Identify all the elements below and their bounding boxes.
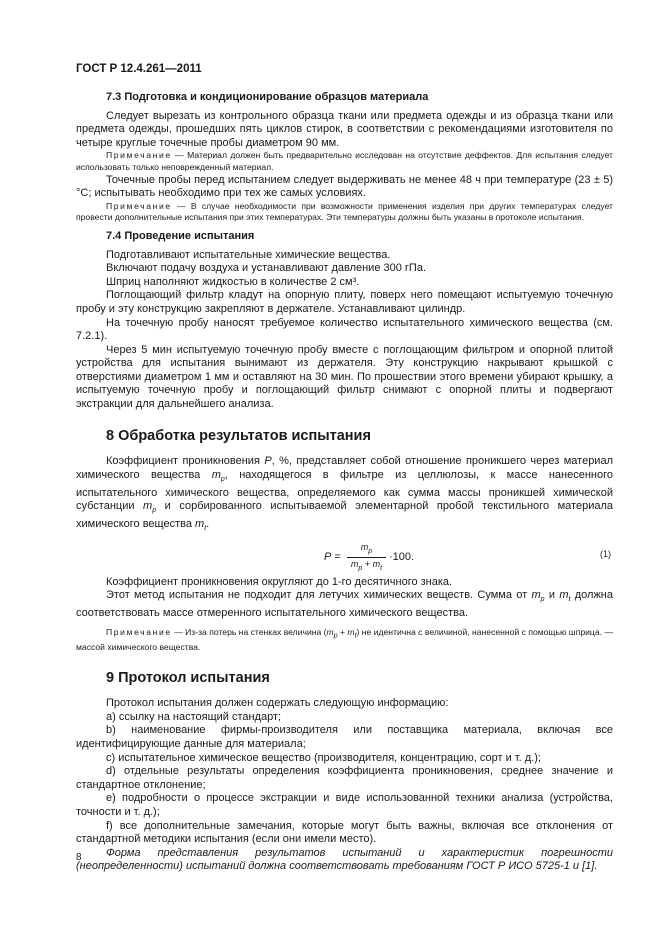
- subscript: t: [204, 525, 207, 533]
- list-item: а) ссылку на настоящий стандарт;: [106, 710, 282, 723]
- paragraph: Следует вырезать из контрольного образца ткани или предмета одежды и из образца ткани или предмета одежды, прошедших пять циклов стирок, в соответствии с рекомендациями изготовителя по четыре круглые точечные пробы диаметром 90 мм.: [76, 109, 613, 149]
- paragraph: Коэффициент проникновения округляют до 1-го десятичного знака.: [106, 575, 453, 588]
- note: [76, 627, 613, 654]
- paragraph: Протокол испытания должен содержать следующую информацию:: [106, 697, 449, 710]
- formula-1: [76, 540, 613, 570]
- list-item: d) отдельные результаты определения коэффициента проникновения, среднее значение и стандартное отклонение;: [76, 765, 613, 791]
- paragraph: На точечную пробу наносят требуемое количество испытательного химического вещества (см. 7.2.1).: [76, 316, 613, 343]
- formula-multiplier: ·100.: [389, 550, 415, 563]
- subscript: p: [368, 547, 373, 555]
- subscript: t: [354, 632, 357, 640]
- symbol: m: [350, 558, 359, 569]
- operator: +: [337, 626, 348, 637]
- symbol: P: [264, 455, 272, 468]
- section-7-3-title: 7.3 Подготовка и кондиционирование образцов материала: [106, 91, 429, 103]
- text: Этот метод испытания не подходит для летучих химических веществ. Сумма от: [106, 589, 532, 602]
- subscript: p: [220, 476, 225, 484]
- text: Коэффициент проникновения: [106, 455, 265, 468]
- paragraph: Шприц наполняют жидкостью в количестве 2 см³.: [106, 275, 360, 288]
- symbol: m: [372, 558, 381, 569]
- formula-eq: =: [331, 550, 344, 563]
- operator: +: [362, 558, 373, 569]
- paragraph: [76, 455, 613, 536]
- subscript: p: [540, 596, 545, 604]
- note-label: Примечание: [106, 150, 172, 161]
- section-8-title: 8 Обработка результатов испытания: [106, 427, 371, 444]
- note-text: — Из-за потерь на стенках величина (: [171, 626, 327, 637]
- subscript: p: [358, 564, 363, 572]
- text: и сорбированного испытываемой элементарной пробой текстильного материала химического вещества: [76, 500, 613, 530]
- page-number: 8: [76, 852, 82, 863]
- paragraph: Подготавливают испытательные химические вещества.: [106, 248, 391, 261]
- symbol: m: [195, 518, 205, 530]
- note-text: — Материал должен быть предварительно исследован на отсутствие деффектов. Для испытания следует использовать только неповрежденный материал.: [76, 150, 613, 172]
- paragraph: [76, 589, 613, 620]
- paragraph: Включают подачу воздуха и устанавливают давление 300 гПа.: [106, 262, 427, 275]
- page-content: [76, 91, 613, 874]
- formula-body: [324, 542, 414, 574]
- subscript: t: [568, 596, 571, 604]
- symbol: m: [531, 589, 541, 602]
- note-label: Примечание: [106, 626, 172, 637]
- text: , %, представляет собой отношение проникшего через материал химического вещества: [76, 455, 613, 481]
- paragraph: Поглощающий фильтр кладут на опорную плиту, поверх него помещают испытуемую точечную пробу и эту конструкцию закрепляют в держателе. Устанавливают цилиндр.: [76, 289, 613, 315]
- fraction-numerator: [357, 542, 376, 557]
- symbol: m: [347, 626, 355, 637]
- symbol: m: [559, 589, 569, 602]
- formula-lhs: P: [324, 550, 332, 563]
- fraction-denominator: [347, 557, 386, 574]
- formula-number: (1): [600, 548, 611, 559]
- symbol: m: [326, 626, 334, 637]
- paragraph: Через 5 мин испытуемую точечную пробу вместе с поглощающим фильтром и опорной плитой устройства для испытания вынимают из держателя. Эту конструкцию накрывают крышкой с отверстиями диаметром 1 мм и оставляют на 30 мин. По прошествии этого времени убирают крышку, а испытуемую точечную пробу и поглощающий фильтр снимают с опорной плиты и подвергают экстракции для дальнейшего анализа.: [76, 343, 613, 411]
- text: должна соответствовать массе отмеренного испытательного химического вещества.: [76, 589, 613, 620]
- note-text: ) не идентична с величиной, нанесенной с помощью шприца. — массой химического вещества.: [76, 626, 613, 653]
- symbol: m: [360, 541, 369, 552]
- symbol: m: [211, 468, 221, 481]
- paragraph: Точечные пробы перед испытанием следует выдерживать не менее 48 ч при температуре (23 ± 5) °C; испытывать необходимо при тех же самых условиях.: [76, 173, 613, 200]
- note-label: Примечание: [106, 200, 172, 211]
- note: [76, 201, 613, 224]
- symbol: m: [143, 500, 153, 513]
- list-item: e) подробности о процессе экстракции и виде использованной техники анализа (устройства, точности и т. д.);: [76, 792, 613, 818]
- list-item: c) испытательное химическое вещество (производителя, концентрацию, сорт и т. д.);: [106, 751, 541, 764]
- note: [76, 150, 613, 173]
- document-id-header: ГОСТ Р 12.4.261—2011: [76, 63, 202, 75]
- final-paragraph: Форма представления результатов испытаний и характеристик погрешности (неопределенности) испытаний должна соответствовать требованиям ГОСТ Р ИСО 5725-1 и [1].: [76, 846, 613, 873]
- subscript: p: [333, 632, 338, 640]
- list-item: f) все дополнительные замечания, которые могут быть важны, включая все отклонения от стандартной методики испытания (если они имели место).: [76, 819, 613, 846]
- list-item: b) наименование фирмы-производителя или поставщика материала, включая все идентифицирующие данные для материала;: [76, 724, 613, 751]
- note-text: — В случае необходимости при возможности применения изделия при других температурах следует провести дополнительные испытания при этих температурах. Эти температуры должны быть указаны в протоколе испытания.: [76, 200, 613, 223]
- text: и: [544, 589, 560, 602]
- text: .: [206, 518, 210, 530]
- section-7-4-title: 7.4 Проведение испытания: [106, 229, 255, 242]
- formula-fraction: [347, 542, 386, 574]
- subscript: t: [380, 564, 383, 572]
- section-9-title: 9 Протокол испытания: [106, 669, 270, 686]
- subscript: p: [152, 507, 157, 515]
- text: , находящегося в фильтре из целлюлозы, к массе нанесенного испытательного химического вещества, определяемого как сумма массы проникшей химической субстанции: [76, 468, 614, 513]
